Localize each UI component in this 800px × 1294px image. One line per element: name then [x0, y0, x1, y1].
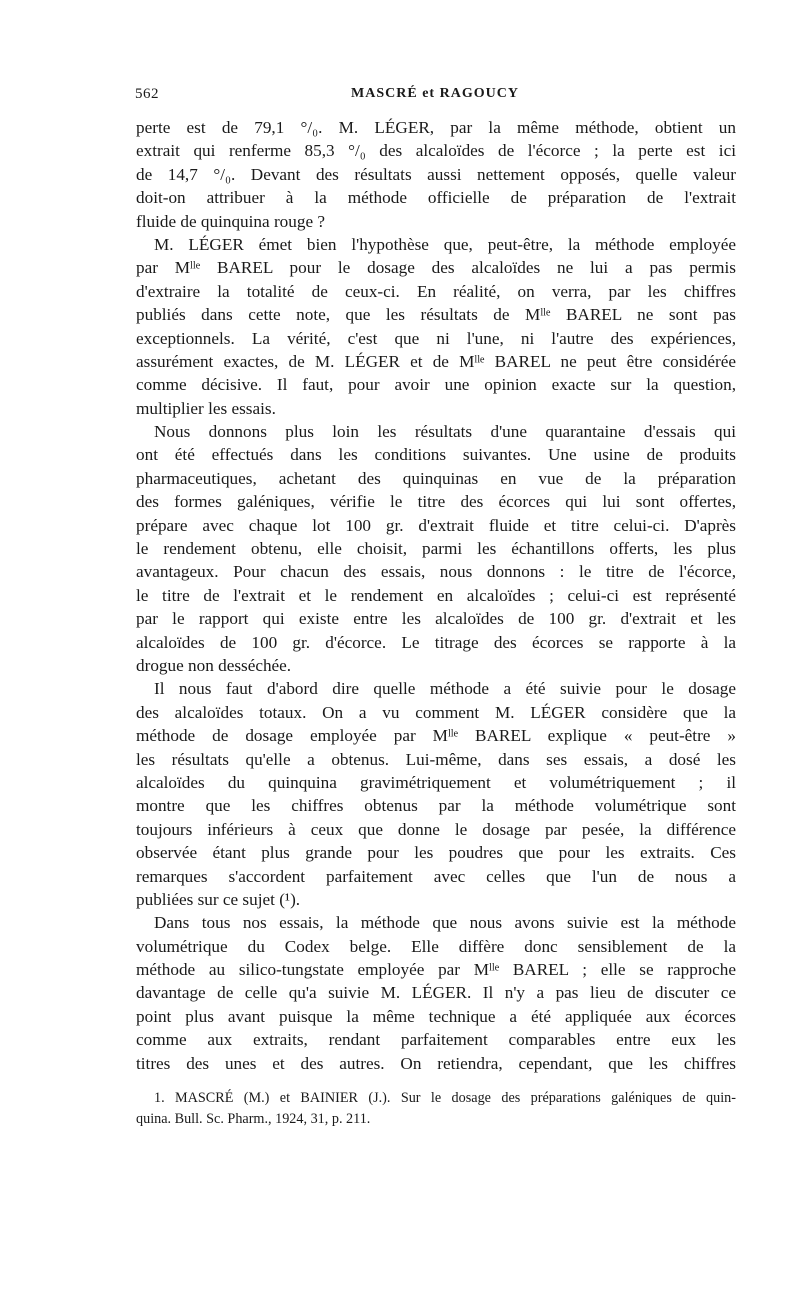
text-line: ont été effectués dans les conditions suivantes. Une usine de produits: [136, 445, 736, 465]
footnote-line: quina. Bull. Sc. Pharm., 1924, 31, p. 211.: [136, 1111, 371, 1127]
text-line: multiplier les essais.: [136, 398, 276, 418]
text-line: par le rapport qui existe entre les alcaloïdes de 100 gr. d'extrait et les: [136, 609, 736, 629]
text-line: Dans tous nos essais, la méthode que nous avons suivie est la méthode: [154, 913, 736, 933]
body-text: [136, 116, 736, 1075]
text-line: exceptionnels. La vérité, c'est que ni l'une, ni l'autre des expériences,: [136, 328, 736, 348]
text-line: Il nous faut d'abord dire quelle méthode a été suivie pour le dosage: [154, 679, 736, 699]
text-line: remarques s'accordent parfaitement avec celles que l'un de nous a: [136, 866, 736, 886]
text-line: volumétrique du Codex belge. Elle diffère donc sensiblement de la: [136, 936, 736, 956]
text-line: observée étant plus grande pour les poudres que pour les extraits. Ces: [136, 843, 736, 863]
text-line: des formes galéniques, vérifie le titre des écorces qui lui sont offertes,: [136, 492, 736, 512]
text-line: comme décisive. Il faut, pour avoir une opinion exacte sur la question,: [136, 375, 736, 395]
text-line: par Mˡˡᵉ BAREL pour le dosage des alcaloïdes ne lui a pas permis: [136, 258, 736, 278]
text-line: fluide de quinquina rouge ?: [136, 211, 326, 231]
running-title: MASCRÉ et RAGOUCY: [351, 86, 519, 101]
text-line: assurément exactes, de M. LÉGER et de Mˡˡᵉ BAREL ne peut être considérée: [136, 351, 736, 371]
page-number: 562: [135, 86, 159, 102]
text-line: alcaloïdes de 100 gr. d'écorce. Le titrage des écorces se rapporte à la: [136, 632, 736, 652]
footnote-line: 1. MASCRÉ (M.) et BAINIER (J.). Sur le dosage des préparations galéniques de quin-: [154, 1090, 736, 1106]
running-head: [135, 86, 735, 108]
text-line: montre que les chiffres obtenus par la méthode volumétrique sont: [136, 796, 736, 816]
text-line: toujours inférieurs à ceux que donne le dosage par pesée, la différence: [136, 819, 736, 839]
text-line: prépare avec chaque lot 100 gr. d'extrait fluide et titre celui-ci. D'après: [136, 515, 736, 535]
text-line: Nous donnons plus loin les résultats d'une quarantaine d'essais qui: [154, 422, 736, 442]
text-line: publiées sur ce sujet (¹).: [136, 889, 301, 909]
text-line: doit-on attribuer à la méthode officielle de préparation de l'extrait: [136, 188, 736, 208]
text-line: M. LÉGER émet bien l'hypothèse que, peut-être, la méthode employée: [154, 234, 736, 254]
text-line: perte est de 79,1 °/₀. M. LÉGER, par la même méthode, obtient un: [136, 118, 736, 137]
text-line: méthode de dosage employée par Mˡˡᵉ BAREL explique « peut-être »: [136, 726, 736, 746]
text-line: d'extraire la totalité de ceux-ci. En réalité, on verra, par les chiffres: [136, 281, 736, 301]
text-line: extrait qui renferme 85,3 °/₀ des alcaloïdes de l'écorce ; la perte est ici: [136, 141, 736, 161]
text-line: les résultats qu'elle a obtenus. Lui-même, dans ses essais, a dosé les: [136, 749, 736, 769]
text-line: méthode au silico-tungstate employée par Mˡˡᵉ BAREL ; elle se rapproche: [136, 960, 736, 980]
text-line: alcaloïdes du quinquina gravimétriquement et volumétriquement ; il: [136, 772, 736, 792]
text-line: des alcaloïdes totaux. On a vu comment M. LÉGER considère que la: [136, 702, 736, 722]
text-line: point plus avant puisque la même technique a été appliquée aux écorces: [136, 1006, 736, 1026]
text-line: comme aux extraits, rendant parfaitement comparables entre eux les: [136, 1030, 736, 1050]
text-line: drogue non desséchée.: [136, 655, 292, 675]
text-line: le rendement obtenu, elle choisit, parmi les échantillons offerts, les plus: [136, 539, 736, 559]
text-line: davantage de celle qu'a suivie M. LÉGER. Il n'y a pas lieu de discuter ce: [136, 983, 736, 1003]
text-line: pharmaceutiques, achetant des quinquinas en vue de la préparation: [136, 468, 736, 488]
text-line: publiés dans cette note, que les résultats de Mˡˡᵉ BAREL ne sont pas: [136, 305, 736, 325]
text-line: de 14,7 °/₀. Devant des résultats aussi nettement opposés, quelle valeur: [136, 164, 736, 184]
text-line: titres des unes et des autres. On retiendra, cependant, que les chiffres: [136, 1053, 736, 1073]
text-line: le titre de l'extrait et le rendement en alcaloïdes ; celui-ci est représenté: [136, 585, 736, 605]
footnotes: [136, 1088, 736, 1130]
text-line: avantageux. Pour chacun des essais, nous donnons : le titre de l'écorce,: [136, 562, 736, 582]
